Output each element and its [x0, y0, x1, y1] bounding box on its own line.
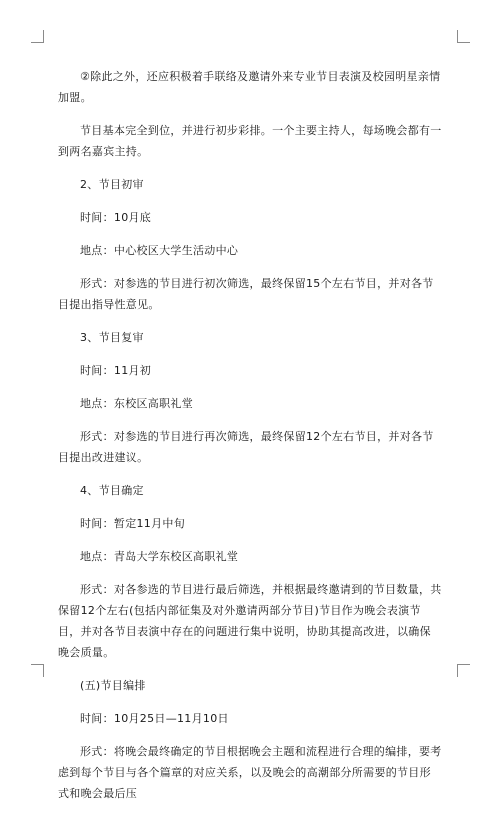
crop-mark-top-right — [457, 30, 470, 43]
paragraph-second-review-place: 地点：东校区高职礼堂 — [80, 397, 193, 410]
crop-mark-bottom-left — [31, 664, 44, 677]
paragraph-second-review-time: 时间：11月初 — [80, 364, 152, 377]
heading-program-confirm: 4、节目确定 — [80, 484, 144, 497]
paragraph-confirm-place: 地点：青岛大学东校区高职礼堂 — [80, 550, 239, 563]
paragraph-rehearsal: 节目基本完全到位，并进行初步彩排。一个主要主持人，每场晚会都有一到两名嘉宾主持。 — [58, 124, 442, 158]
paragraph-confirm-time: 时间：暂定11月中旬 — [80, 517, 185, 530]
document-body — [58, 66, 442, 816]
paragraph-arrangement-format: 形式：将晚会最终确定的节目根据晚会主题和流程进行合理的编排，要考虑到每个节目与各个篇章的对应关系，以及晚会的高潮部分所需要的节目形式和晚会最后压 — [58, 745, 442, 800]
heading-first-review: 2、节目初审 — [80, 178, 144, 191]
paragraph-first-review-time: 时间：10月底 — [80, 211, 152, 224]
paragraph-arrangement-time: 时间：10月25日—11月10日 — [80, 712, 229, 725]
heading-program-arrangement: (五)节目编排 — [80, 679, 146, 692]
heading-second-review: 3、节目复审 — [80, 331, 144, 344]
crop-mark-bottom-right — [457, 664, 470, 677]
crop-mark-top-left — [31, 30, 44, 43]
paragraph-second-review-format: 形式：对参选的节目进行再次筛选，最终保留12个左右节目，并对各节目提出改进建议。 — [58, 430, 434, 464]
paragraph-first-review-place: 地点：中心校区大学生活动中心 — [80, 244, 239, 257]
paragraph-confirm-format: 形式：对各参选的节目进行最后筛选，并根据最终邀请到的节目数量，共保留12个左右(包括内部征集及对外邀请两部分节目)节目作为晚会表演节目，并对各节目表演中存在的问题进行集中说明，协助其提高改进，以确保晚会质量。 — [58, 583, 442, 659]
paragraph-first-review-format: 形式：对参选的节目进行初次筛选，最终保留15个左右节目，并对各节目提出指导性意见。 — [58, 277, 434, 311]
paragraph-invite-guests: ②除此之外，还应积极着手联络及邀请外来专业节目表演及校园明星亲情加盟。 — [58, 70, 441, 104]
